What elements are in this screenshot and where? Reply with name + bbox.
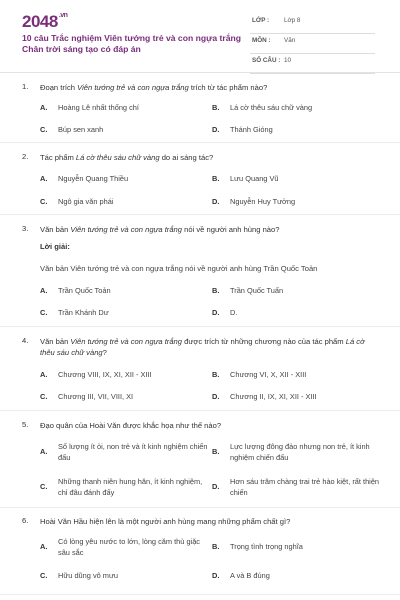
question-text: Hoài Văn Hầu hiện lên là một người anh hùng mang những phẩm chất gì? [40, 517, 291, 526]
divider [0, 142, 400, 143]
solution-label: Lời giải: [40, 242, 70, 251]
site-logo[interactable]: $2048^{.vn}$ [22, 12, 68, 31]
quiz-meta [250, 14, 375, 74]
question-text: Văn bản Viên tướng trẻ và con ngựa trắng nói về người anh hùng nào? [40, 225, 280, 234]
divider [0, 507, 400, 508]
question-text: Tác phẩm Lá cờ thêu sáu chữ vàng do ai sáng tác? [40, 153, 214, 162]
divider [0, 214, 400, 215]
divider [0, 594, 400, 595]
solution-text: Văn bản Viên tướng trẻ và con ngựa trắng nói về người anh hùng Trần Quốc Toản [40, 264, 318, 273]
divider [0, 410, 400, 411]
quiz-page: $2048^{.vn}$ 10 câu Trắc nghiệm Viên tướng trẻ và con ngựa trắng Chân trời sáng tạo có đáp án LỚP : Lớp 8 MÔN : Văn SỐ CÂU : 10 1. Đoạn trích Viên tướng trẻ và con ngựa trắng trích từ tác phẩm nào? A. Hoàng Lê nhất thống chí B. Lá cờ thêu sáu chữ vàng C. Búp sen xanh D. Thánh Gióng 2. Tác phẩm Lá cờ thêu sáu chữ vàng do ai sáng tác? A. Nguyễn Quang Thiều B. Lưu Quang Vũ C. Ngô gia văn phái D. Nguyễn Huy Tưởng 3. Văn bản Viên tướng trẻ và con ngựa trắng nói về người anh hùng nào? Lời giải: Văn bản Viên tướng trẻ và con ngựa trắng nói về người anh hùng Trần Quốc Toản A. Trần Quốc Toản B. Trần Quốc Tuấn C. Trần Khánh Dư D. D. 4. Văn bản Viên tướng trẻ và con ngựa trắng được trích từ những chương nào của tác phẩm Lá cờ thêu sáu chữ vàng? A. Chương VIII, IX, XI, XII - XIII B. Chương VI, X, XII - XIII C. Chương III, VII, VIII, XI D. Chương II, IX, XI, XII - XIII 5. Đạo quân của Hoài Văn được khắc họa như thế nào? A. Số lượng ít ỏi, non trẻ và ít kinh nghiệm chiến đấu B. Lực lượng đông đảo nhưng non trẻ, ít kinh nghiệm chiến đấu C. Những thanh niên hung hăn, ít kinh nghiệm, chỉ đâu đánh đấy D. Hơn sáu trăm chàng trai trẻ hào kiệt, rất thiện chiến 6. Hoài Văn Hầu hiện lên là một người anh hùng mang những phẩm chất gì? A. Có lòng yêu nước to lớn, lòng căm thù giặc sâu sắc B. Trọng tình trọng nghĩa C. Hữu dũng vô mưu D. A và B đúng [0, 0, 400, 600]
page-header [0, 0, 400, 73]
page-title: 10 câu Trắc nghiệm Viên tướng trẻ và con ngựa trắng Chân trời sáng tạo có đáp án [22, 33, 241, 54]
divider [0, 326, 400, 327]
question-text: Đạo quân của Hoài Văn được khắc họa như thế nào? [40, 421, 222, 430]
meta-subject: MÔN : Văn [250, 34, 375, 54]
question-text: Văn bản Viên tướng trẻ và con ngựa trắng được trích từ những chương nào của tác phẩm Lá cờ thêu sáu chữ vàng? [40, 337, 365, 357]
meta-class: LỚP : Lớp 8 [250, 14, 375, 34]
meta-count: SỐ CÂU : 10 [250, 54, 375, 74]
question-text: Đoạn trích Viên tướng trẻ và con ngựa trắng trích từ tác phẩm nào? [40, 83, 268, 92]
